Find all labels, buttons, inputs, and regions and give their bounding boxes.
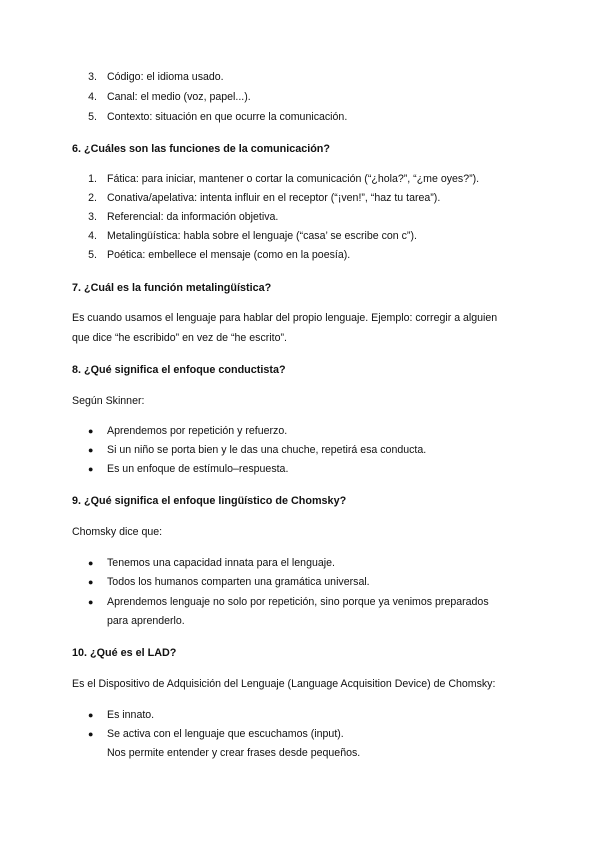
list-item-continuation: para aprenderlo. [107, 615, 185, 627]
list-item: Si un niño se porta bien y le das una chuche, repetirá esa conducta. [107, 444, 427, 456]
section-heading: 8. ¿Qué significa el enfoque conductista? [72, 364, 286, 376]
bullet-icon: ● [88, 710, 94, 720]
list-item: Es un enfoque de estímulo–respuesta. [107, 463, 289, 475]
bullet-icon: ● [88, 729, 94, 739]
list-number: 5. [88, 111, 97, 123]
list-number: 4. [88, 230, 97, 242]
intro-text: Según Skinner: [72, 395, 145, 407]
list-item: Metalingüística: habla sobre el lenguaje (“casa’ se escribe con c”). [107, 230, 417, 242]
list-number: 2. [88, 192, 97, 204]
bullet-icon: ● [88, 445, 94, 455]
list-item: Contexto: situación en que ocurre la comunicación. [107, 111, 348, 123]
list-item: Referencial: da información objetiva. [107, 211, 279, 223]
list-item: Conativa/apelativa: intenta influir en el receptor (“¡ven!”, “haz tu tarea”). [107, 192, 441, 204]
list-item: Código: el idioma usado. [107, 71, 224, 83]
list-number: 1. [88, 173, 97, 185]
list-item: Tenemos una capacidad innata para el lenguaje. [107, 557, 335, 569]
list-number: 5. [88, 249, 97, 261]
bullet-icon: ● [88, 577, 94, 587]
intro-text: Es el Dispositivo de Adquisición del Lenguaje (Language Acquisition Device) de Chomsky: [72, 678, 496, 690]
list-number: 4. [88, 91, 97, 103]
section-heading: 10. ¿Qué es el LAD? [72, 647, 177, 659]
list-item-continuation: Nos permite entender y crear frases desde pequeños. [107, 747, 361, 759]
list-item: Aprendemos lenguaje no solo por repetición, sino porque ya venimos preparados [107, 596, 489, 608]
section-heading: 6. ¿Cuáles son las funciones de la comunicación? [72, 143, 330, 155]
list-item: Fática: para iniciar, mantener o cortar la comunicación (“¿hola?”, “¿me oyes?”). [107, 173, 480, 185]
list-item: Aprendemos por repetición y refuerzo. [107, 425, 288, 437]
list-item: Todos los humanos comparten una gramática universal. [107, 576, 370, 588]
bullet-icon: ● [88, 558, 94, 568]
paragraph-line: que dice “he escribido” en vez de “he escrito”. [72, 332, 287, 344]
list-item: Es innato. [107, 709, 155, 721]
paragraph-line: Es cuando usamos el lenguaje para hablar del propio lenguaje. Ejemplo: corregir a alguien [72, 312, 498, 324]
bullet-icon: ● [88, 426, 94, 436]
section-heading: 9. ¿Qué significa el enfoque lingüístico de Chomsky? [72, 495, 347, 507]
bullet-icon: ● [88, 597, 94, 607]
list-number: 3. [88, 71, 97, 83]
section-heading: 7. ¿Cuál es la función metalingüística? [72, 282, 272, 294]
list-number: 3. [88, 211, 97, 223]
list-item: Canal: el medio (voz, papel...). [107, 91, 251, 103]
list-item: Se activa con el lenguaje que escuchamos (input). [107, 728, 344, 740]
list-item: Poética: embellece el mensaje (como en la poesía). [107, 249, 351, 261]
bullet-icon: ● [88, 464, 94, 474]
intro-text: Chomsky dice que: [72, 526, 163, 538]
